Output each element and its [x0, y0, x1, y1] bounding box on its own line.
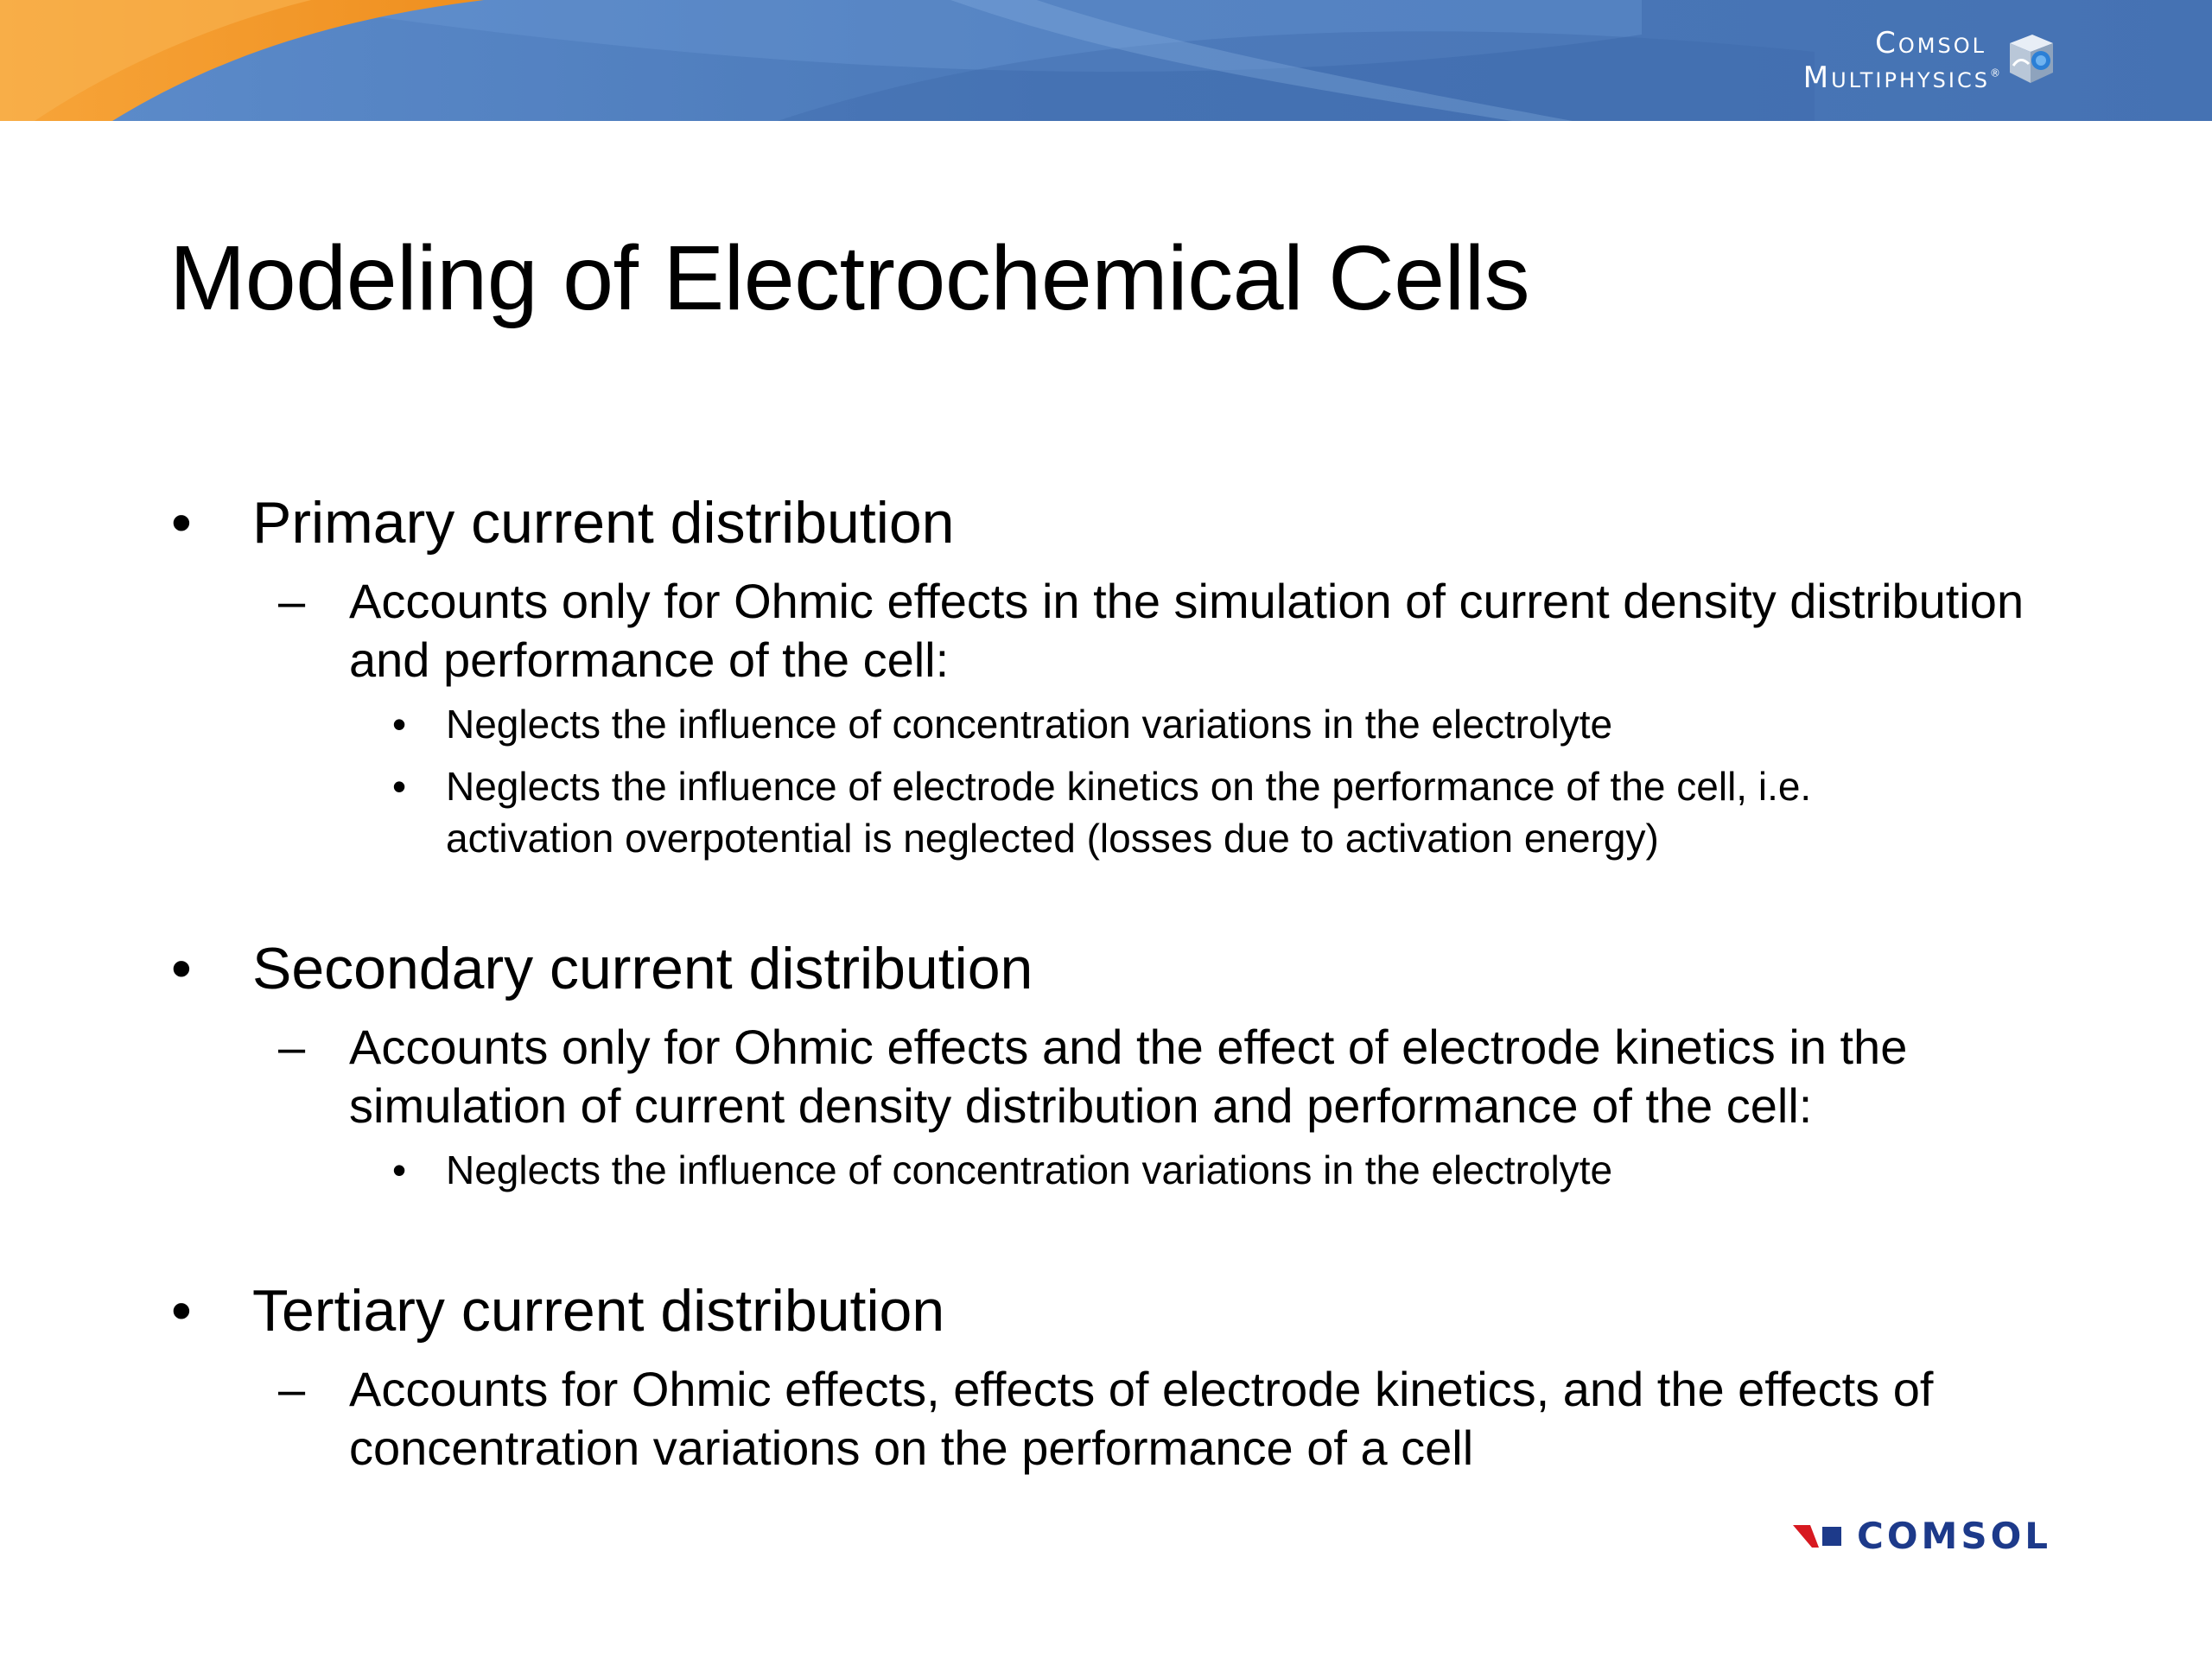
brand-line1: Comsol [1875, 26, 1986, 60]
section-heading: Tertiary current distribution [252, 1278, 945, 1344]
sub-point-line: Accounts only for Ohmic effects and the effect of electrode kinetics in the [349, 1020, 1908, 1074]
point-marker: • [392, 764, 407, 809]
section-heading: Secondary current distribution [252, 936, 1033, 1001]
brand-line2: Multiphysics [1802, 60, 1990, 95]
comsol-mark-icon [1793, 1523, 1845, 1549]
sub-point-line: Accounts for Ohmic effects, effects of electrode kinetics, and the effects of [349, 1362, 1934, 1416]
section-heading: Primary current distribution [252, 490, 955, 556]
sub-point-line: concentration variations on the performance of a cell [349, 1421, 1474, 1475]
point-marker: • [392, 1147, 407, 1192]
bullet-marker: • [171, 1278, 192, 1344]
sub-point-line: Accounts only for Ohmic effects in the simulation of current density distribution [349, 574, 2024, 628]
sub-point-line: simulation of current density distribution and performance of the cell: [349, 1078, 1813, 1133]
sub-point-line: and performance of the cell: [349, 632, 950, 687]
bullet-marker: • [171, 936, 192, 1001]
bullet-marker: • [171, 490, 192, 556]
detail-point-line: Neglects the influence of concentration variations in the electrolyte [446, 1147, 1613, 1192]
detail-point-line: Neglects the influence of electrode kinetics on the performance of the cell, i.e. [446, 764, 1812, 809]
dash-marker: – [278, 1362, 306, 1416]
dash-marker: – [278, 1020, 306, 1074]
detail-point-line: activation overpotential is neglected (losses due to activation energy) [446, 816, 1659, 861]
page-title: Modeling of Electrochemical Cells [169, 227, 1530, 329]
point-marker: • [392, 702, 407, 747]
detail-point-line: Neglects the influence of concentration variations in the electrolyte [446, 702, 1613, 747]
brand-reg: ® [1990, 67, 2000, 79]
dash-marker: – [278, 574, 306, 628]
footer-logo [1793, 1515, 2052, 1557]
footer-logo-text: COMSOL [1857, 1515, 2052, 1557]
